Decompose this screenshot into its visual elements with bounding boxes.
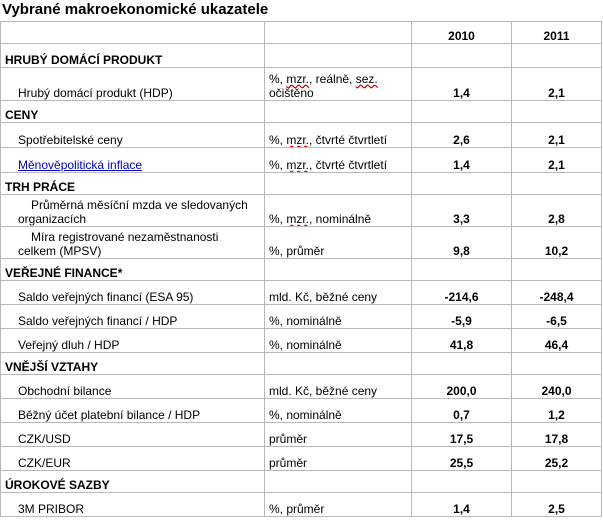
- row-value-2011: 25,2: [512, 447, 602, 471]
- row-value-2011: -248,4: [512, 281, 602, 305]
- row-value-2011: 2,1: [512, 148, 602, 173]
- indicators-table: [0, 21, 602, 517]
- header-year-2011: 2011: [512, 22, 602, 44]
- row-value-2010: 200,0: [412, 375, 512, 399]
- header-empty-cell: [265, 22, 412, 44]
- row-label: Spotřebitelské ceny: [1, 123, 265, 148]
- row-unit: %, nominálně: [265, 305, 412, 329]
- row-value-2010: 3,3: [412, 195, 512, 227]
- row-unit: %, mzr., čtvrté čtvrtletí: [265, 123, 412, 148]
- header-year-2010: 2010: [412, 22, 512, 44]
- section-row: [1, 471, 602, 493]
- section-row: [1, 353, 602, 375]
- row-value-2011: 240,0: [512, 375, 602, 399]
- section-label: HRUBÝ DOMÁCÍ PRODUKT: [1, 44, 265, 68]
- table-row: [1, 305, 602, 329]
- section-row: [1, 44, 602, 68]
- row-value-2010: 2,6: [412, 123, 512, 148]
- row-value-2010: -5,9: [412, 305, 512, 329]
- row-value-2010: 25,5: [412, 447, 512, 471]
- row-value-2011: 17,8: [512, 423, 602, 447]
- row-label: CZK/USD: [1, 423, 265, 447]
- row-value-2010: 0,7: [412, 399, 512, 423]
- row-value-2010: 1,4: [412, 68, 512, 101]
- row-value-2011: 46,4: [512, 329, 602, 353]
- page-title: Vybrané makroekonomické ukazatele: [2, 1, 269, 18]
- table-row: [1, 423, 602, 447]
- row-unit: %, mzr., čtvrté čtvrtletí: [265, 148, 412, 173]
- section-row: [1, 259, 602, 281]
- row-value-2011: 2,8: [512, 195, 602, 227]
- table-row: [1, 493, 602, 517]
- row-label: Saldo veřejných financí / HDP: [1, 305, 265, 329]
- row-unit: %, mzr., reálně, sez. očištěno: [265, 68, 412, 101]
- table-header-row: [1, 22, 602, 44]
- section-label: VNĚJŠÍ VZTAHY: [1, 353, 265, 375]
- section-row: [1, 173, 602, 195]
- table-row: [1, 281, 602, 305]
- table-row: [1, 227, 602, 259]
- table-row: [1, 195, 602, 227]
- row-label: Průměrná měsíční mzda ve sledovaných organizacích: [1, 195, 265, 227]
- row-unit: průměr: [265, 423, 412, 447]
- section-label: TRH PRÁCE: [1, 173, 265, 195]
- row-value-2010: 1,4: [412, 148, 512, 173]
- row-label-link[interactable]: [1, 148, 265, 173]
- row-label: Míra registrované nezaměstnanosti celkem (MPSV): [1, 227, 265, 259]
- table-row: [1, 399, 602, 423]
- row-unit: %, průměr: [265, 227, 412, 259]
- row-value-2011: 2,5: [512, 493, 602, 517]
- row-label: CZK/EUR: [1, 447, 265, 471]
- row-value-2010: 41,8: [412, 329, 512, 353]
- section-label: VEŘEJNÉ FINANCE*: [1, 259, 265, 281]
- row-value-2010: 17,5: [412, 423, 512, 447]
- row-value-2011: 2,1: [512, 123, 602, 148]
- row-unit: %, mzr., nominálně: [265, 195, 412, 227]
- row-label: Saldo veřejných financí (ESA 95): [1, 281, 265, 305]
- row-label: Obchodní bilance: [1, 375, 265, 399]
- row-unit: %, nominálně: [265, 399, 412, 423]
- row-label: 3M PRIBOR: [1, 493, 265, 517]
- row-label: Veřejný dluh / HDP: [1, 329, 265, 353]
- header-empty-cell: [1, 22, 265, 44]
- table-row: [1, 68, 602, 101]
- row-unit: mld. Kč, běžné ceny: [265, 281, 412, 305]
- section-label: CENY: [1, 101, 265, 123]
- row-label: Běžný účet platební bilance / HDP: [1, 399, 265, 423]
- row-value-2010: -214,6: [412, 281, 512, 305]
- row-value-2011: 10,2: [512, 227, 602, 259]
- table-row: [1, 123, 602, 148]
- row-value-2011: 2,1: [512, 68, 602, 101]
- row-value-2011: 1,2: [512, 399, 602, 423]
- row-unit: %, průměr: [265, 493, 412, 517]
- row-unit: mld. Kč, běžné ceny: [265, 375, 412, 399]
- inflation-link[interactable]: Měnověpolitická inflace: [18, 158, 143, 172]
- table-row: [1, 148, 602, 173]
- section-row: [1, 101, 602, 123]
- row-unit: průměr: [265, 447, 412, 471]
- table-row: [1, 329, 602, 353]
- row-value-2010: 9,8: [412, 227, 512, 259]
- table-row: [1, 447, 602, 471]
- table-row: [1, 375, 602, 399]
- row-value-2010: 1,4: [412, 493, 512, 517]
- row-unit: %, nominálně: [265, 329, 412, 353]
- row-value-2011: -6,5: [512, 305, 602, 329]
- row-label: Hrubý domácí produkt (HDP): [1, 68, 265, 101]
- section-label: ÚROKOVÉ SAZBY: [1, 471, 265, 493]
